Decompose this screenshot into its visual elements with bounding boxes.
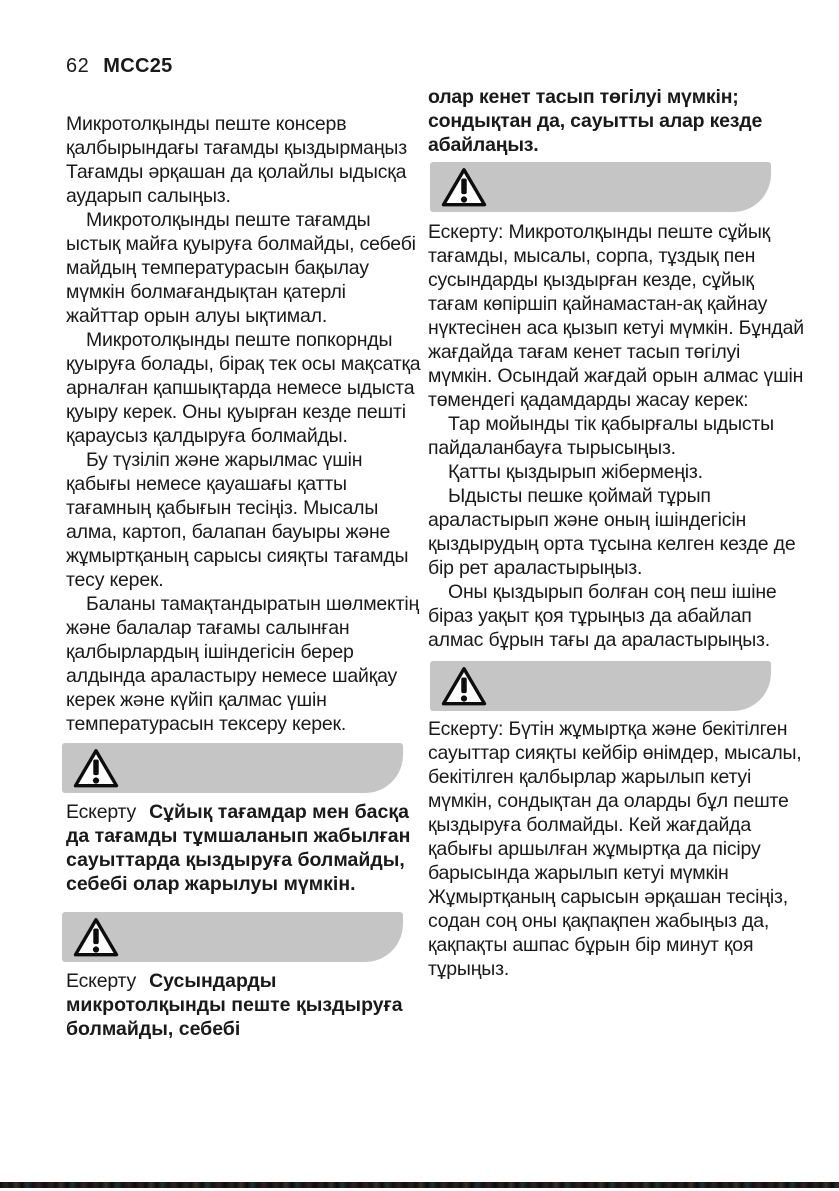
step-let-stand-and-stir: Оны қыздырып болған соң пеш ішіне біраз уақыт қоя тұрыңыз да абайлап алмас бұрын тағы да араластырыңыз.: [428, 581, 777, 651]
paragraph-hot-oil: Микротолқынды пеште тағамды ыстық майға қуыруға болмайды, себебі майдың температурасын бақылау мүмкін болмағандықтан қатерлі жайттар орын алуы ықтимал.: [66, 209, 416, 327]
warning-triangle-icon: [439, 665, 489, 709]
warning-text-eggs: Ескерту: Бүтін жұмыртқа және бекітілген сауыттар сияқты кейбір өнімдер, мысалы, бекітілген қалбырлар жарылып кетуі мүмкін, сондықтан да оларды бұл пеште қыздыруға болмайды. Кей жағдайда қабығы аршылған жұмыртқа да пісіру барысында жарылып кетуі мүмкін Жұмыртқаның сарысын әрқашан тесіңіз, содан соң оны қақпақпен жабыңыз да, қақпақты ашпас бұрын бір минут қоя тұрыңыз.: [428, 718, 802, 980]
warning-label: Ескерту: [66, 970, 137, 992]
warning-banner-beverages: [62, 912, 403, 962]
warning-caption-beverages: [66, 969, 422, 1041]
step-no-overheating: Қатты қыздырып жібермеңіз.: [448, 461, 703, 483]
warning-banner-liquids: [430, 162, 771, 212]
warning-label: Ескерту: [66, 801, 137, 823]
paragraph-baby-food: Баланы тамақтандыратын шөлмектің және балалар тағамы салынған қалбырлардың ішіндегісін берер алдында араластыру немесе шайқау керек және күйіп қалмас үшін температурасын тексеру керек.: [66, 593, 420, 735]
right-column: [428, 85, 804, 981]
warning-bold-text: Сұйық тағамдар мен басқа да тағамды тұмшаланып жабылған сауыттарда қыздыруға болмайды, себебі олар жарылуы мүмкін.: [66, 801, 411, 895]
warning-triangle-icon: [71, 747, 121, 791]
warning-triangle-icon: [71, 916, 121, 960]
model-name: MCC25: [103, 55, 173, 77]
paragraph-popcorn: Микротолқынды пеште попкорнды қуыруға болады, бірақ тек осы мақсатқа арналған қапшықтарда немесе ыдыста қуыру керек. Оны қуырған кезде пешті қараусыз қалдыруға болмайды.: [66, 329, 421, 447]
paragraph-pierce-skin: Бу түзіліп және жарылмас үшін қабығы немесе қауашағы қатты тағамның қабығын тесіңіз. Мысалы алма, картоп, балапан бауыры және жұмыртқаның сарысы сияқты тағамды тесу керек.: [66, 449, 409, 591]
warning-triangle-icon: [439, 166, 489, 210]
warning-bold-text: Сусындарды микротолқынды пеште қыздыруға болмайды, себебі: [66, 970, 403, 1040]
page-number: 62: [66, 55, 90, 77]
warning-text-liquids: Ескерту: Микротолқынды пеште сұйық тағамды, мысалы, сорпа, тұздық пен сусындарды қыздырған кезде, сұйық тағам көпіршіп қайнамастан-ақ қайнау нүктесінен аса қызып кетуі мүмкін. Бұндай жағдайда тағам кенет тасып төгілуі мүмкін. Осындай жағдай орын алмас үшін төмендегі қадамдарды жасау керек:: [428, 221, 804, 411]
page-header: [66, 55, 173, 77]
step-avoid-narrow-vessels: Тар мойынды тік қабырғалы ыдысты пайдаланбауға тырысыңыз.: [428, 413, 774, 459]
warning-banner-eggs: [430, 661, 771, 711]
warning-banner-sealed-containers: [62, 743, 403, 793]
paragraph-beverages-continuation: олар кенет тасып төгілуі мүмкін; сондықтан да, сауытты алар кезде абайлаңыз.: [428, 86, 763, 156]
step-stir-before-and-midway: Ыдысты пешке қоймай тұрып араластырып және оның ішіндегісін қыздырудың орта тұсына келген кезде де бір рет араластырыңыз.: [428, 485, 796, 579]
left-column: [66, 112, 422, 1041]
scan-edge-artifact: [0, 1182, 839, 1188]
warning-caption-sealed-containers: [66, 800, 422, 896]
paragraph-canned-food: Микротолқынды пеште консерв қалбырындағы тағамды қыздырмаңыз Тағамды әрқашан да қолайлы ыдысқа аударып салыңыз.: [66, 113, 407, 207]
